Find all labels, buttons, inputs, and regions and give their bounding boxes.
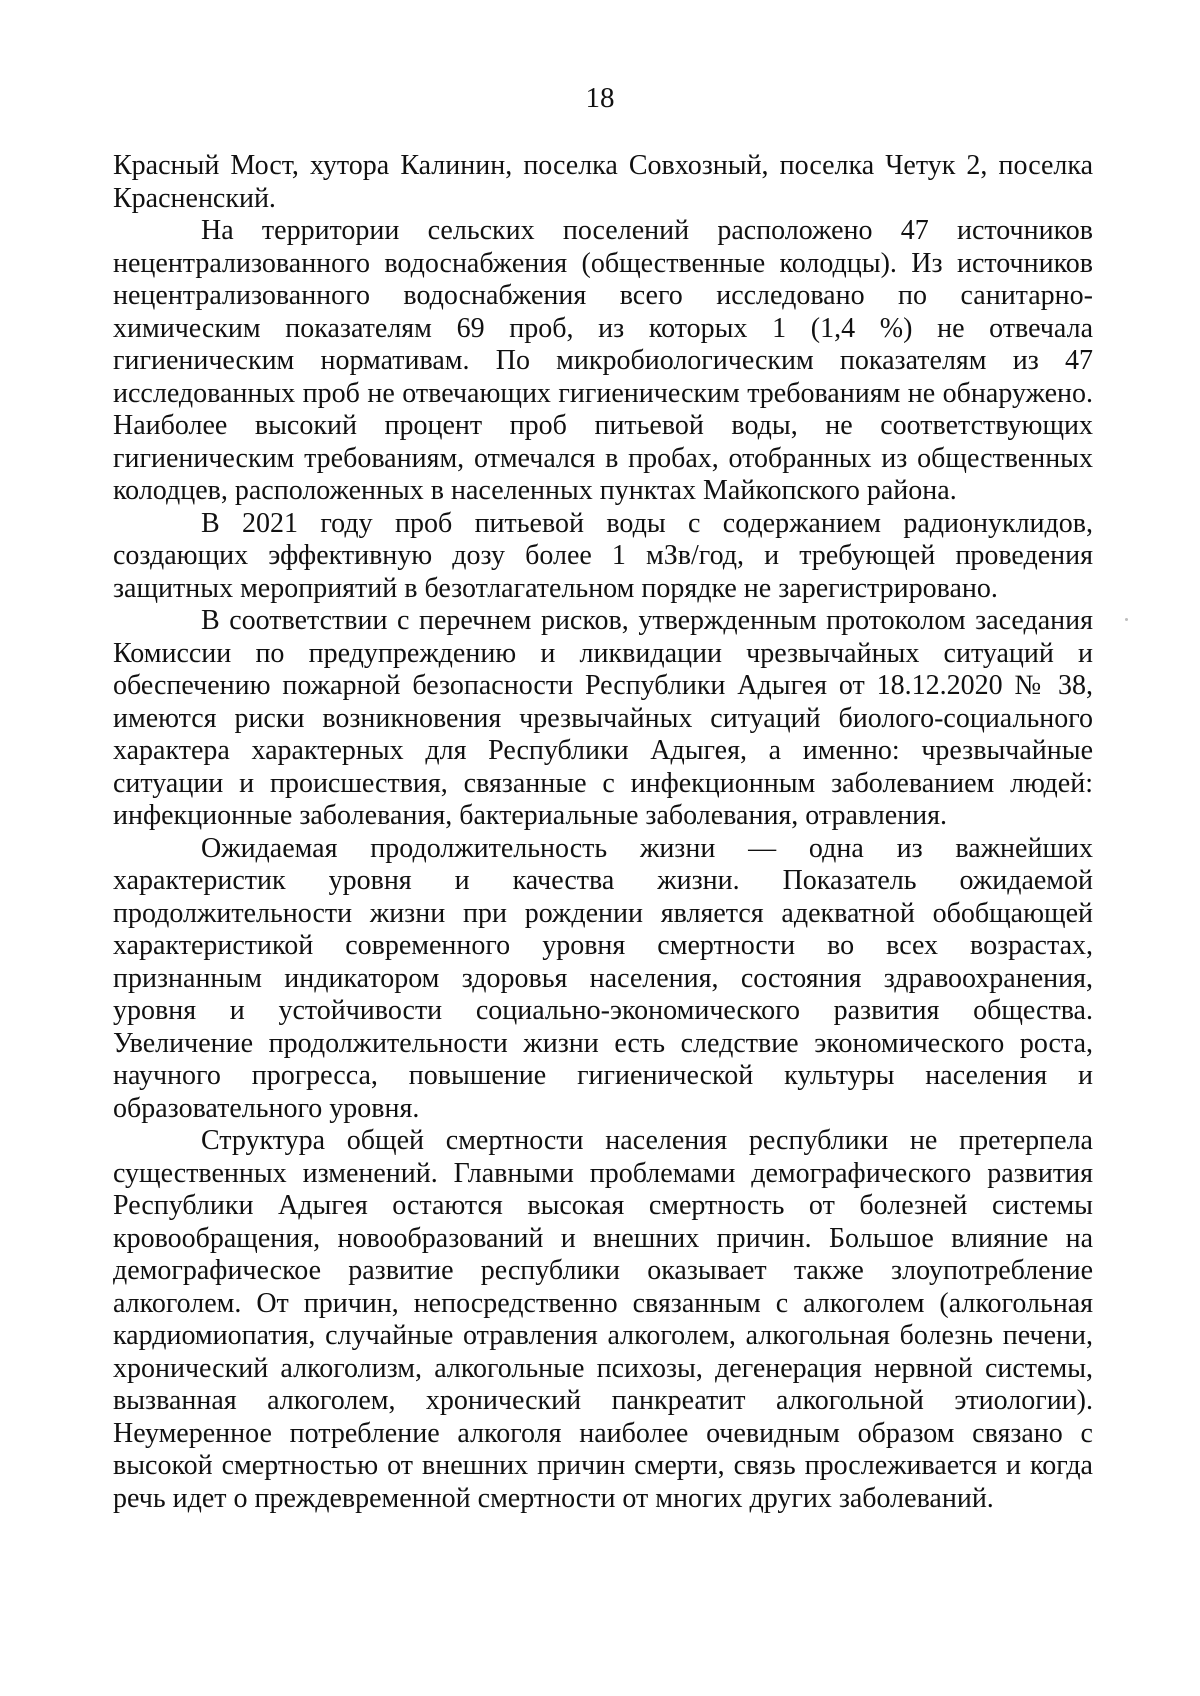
paragraph-life-expectancy: Ожидаемая продолжительность жизни — одна из важнейших характеристик уровня и качества жизни. Показатель ожидаемой продолжительности жизни при рождении является адекватной обобщающей характеристикой современного уровня смертности во всех возрастах, признанным индикатором здоровья населения, состояния здравоохранения, уровня и устойчивости социально-экономического развития общества. Увеличение продолжительности жизни есть следствие экономического роста, научного прогресса, повышение гигиенической культуры населения и образовательного уровня. [113, 832, 1093, 1124]
paragraph-mortality-structure: Структура общей смертности населения республики не претерпела существенных изменений. Главными проблемами демографического развития Республики Адыгея остаются высокая смертность от болезней системы кровообращения, новообразований и внешних причин. Большое влияние на демографическое развитие республики оказывает также злоупотребление алкоголем. От причин, непосредственно связанным с алкоголем (алкогольная кардиомиопатия, случайные отравления алкоголем, алкогольная болезнь печени, хронический алкоголизм, алкогольные психозы, дегенерация нервной системы, вызванная алкоголем, хронический панкреатит алкогольной этиологии). Неумеренное потребление алкоголя наиболее очевидным образом связано с высокой смертностью от внешних причин смерти, связь прослеживается и когда речь идет о преждевременной смертности от многих других заболеваний. [113, 1125, 1093, 1514]
paragraph-radionuclides: В 2021 году проб питьевой воды с содержанием радионуклидов, создающих эффективную дозу более 1 мЗв/год, и требующей проведения защитных мероприятий в безотлагательном порядке не зарегистрировано. [113, 507, 1093, 604]
page-number: 18 [585, 82, 615, 114]
paragraph-emergency-risks: В соответствии с перечнем рисков, утвержденным протоколом заседания Комиссии по предупреждению и ликвидации чрезвычайных ситуаций и обеспечению пожарной безопасности Республики Адыгея от 18.12.2020 № 38, имеются риски возникновения чрезвычайных ситуаций биолого-социального характера характерных для Республики Адыгея, а именно: чрезвычайные ситуации и происшествия, связанные с инфекционным заболеванием людей: инфекционные заболевания, бактериальные заболевания, отравления. [113, 605, 1093, 831]
document-body [113, 150, 1093, 1515]
scan-artifact [1125, 618, 1128, 621]
paragraph-settlements-continuation: Красный Мост, хутора Калинин, поселка Совхозный, поселка Четук 2, поселка Красненский. [113, 150, 1093, 214]
paragraph-decentralized-water-supply: На территории сельских поселений расположено 47 источников нецентрализованного водоснабжения (общественные колодцы). Из источников нецентрализованного водоснабжения всего исследовано по санитарно-химическим показателям 69 проб, из которых 1 (1,4 %) не отвечала гигиеническим нормативам. По микробиологическим показателям из 47 исследованных проб не отвечающих гигиеническим требованиям не обнаружено. Наиболее высокий процент проб питьевой воды, не соответствующих гигиеническим требованиям, отмечался в пробах, отобранных из общественных колодцев, расположенных в населенных пунктах Майкопского района. [113, 215, 1093, 506]
